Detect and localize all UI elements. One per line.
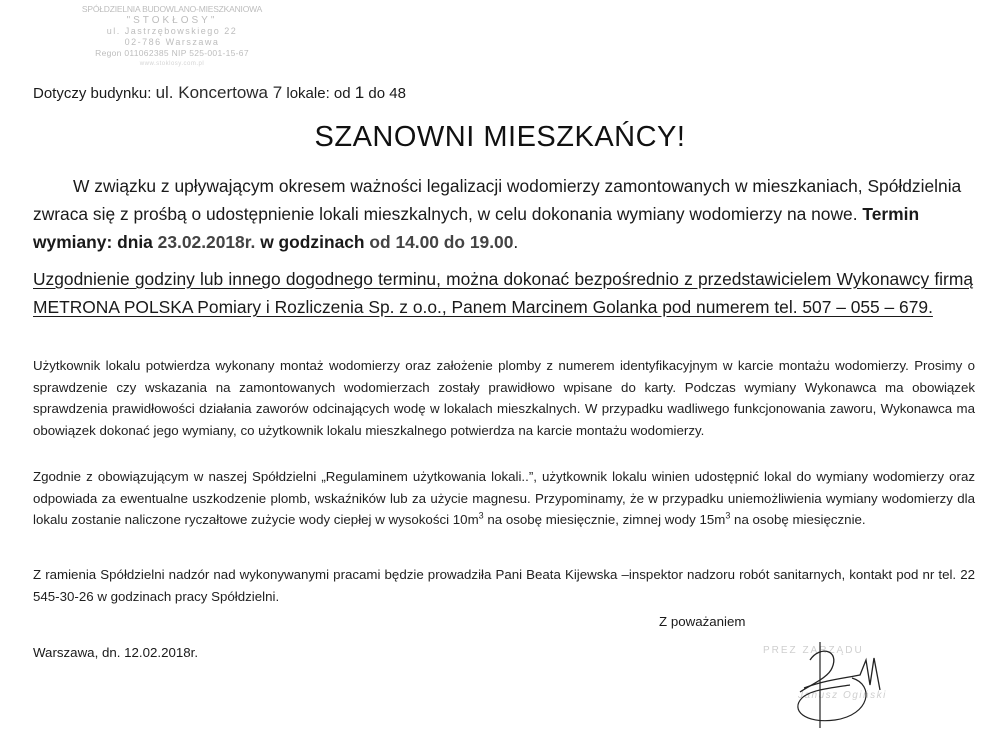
regulations-text-2: na osobę miesięcznie, zimnej wody 15m (483, 512, 726, 527)
cubic-superscript: 3 (725, 510, 731, 521)
handwritten-signature (790, 640, 900, 730)
page-title: SZANOWNI MIESZKAŃCY! (314, 121, 686, 153)
signature-stroke (798, 678, 866, 721)
intro-text: W związku z upływającym okresem ważności legalizacji wodomierzy zamontowanych w mieszkaniach, Spółdzielnia zwraca się z prośbą o udostępnienie lokali mieszkalnych, w celu dokonania wymiany wodomierzy na nowe. (33, 176, 962, 224)
units-to-label: do (364, 85, 390, 102)
building-prefix: Dotyczy budynku: (33, 85, 156, 102)
regulations-paragraph (33, 466, 975, 531)
stamp-street: ul. Jastrzębowskiego 22 (106, 26, 238, 36)
cubic-superscript: 3 (478, 510, 484, 521)
term-hours: od 14.00 do 19.00 (369, 232, 514, 252)
units-from: 1 (354, 83, 365, 102)
term-label: Termin wymiany: dnia (33, 204, 920, 252)
cooperative-header-stamp (62, 4, 282, 70)
installation-paragraph: Użytkownik lokalu potwierdza wykonany montaż wodomierzy oraz założenie plomby z numerem identyfikacyjnym w karcie montażu wodomierzy. Prosimy o sprawdzenie czy wskazania na zamontowanych wodomierzach zostały prawidłowo wpisane do karty. Podczas wymiany Wykonawca ma obowiązek sprawdzenia prawidłowości działania zaworów odcinających wodę w lokalach mieszkalnych. W przypadku wadliwego funkcjonowania zaworu, Wykonawca ma obowiązek dokonać jego wymiany, co użytkownik lokalu mieszkalnego potwierdza na karcie montażu wodomierzy. (33, 358, 975, 438)
intro-end: . (513, 232, 519, 252)
stamp-cooperative-name: SPÓŁDZIELNIA BUDOWLANO-MIESZKANIOWA (81, 4, 263, 14)
building-address: ul. Koncertowa 7 (155, 83, 283, 102)
stamp-registry-ids: Regon 011062385 NIP 525-001-15-67 (95, 48, 249, 58)
contractor-contact-paragraph: Uzgodnienie godziny lub innego dogodnego terminu, można dokonać bezpośrednio z przedstawicielem Wykonawcy firmą METRONA POLSKA Pomiary i Rozliczenia Sp. z o.o., Panem Marcinem Golanka pod numerem tel. 507 – 055 – 679. (33, 269, 973, 317)
units-to: 48 (389, 85, 406, 102)
units-label: lokale: od (282, 85, 355, 102)
stamp-city: 02-786 Warszawa (124, 37, 220, 47)
supervision-paragraph: Z ramienia Spółdzielni nadzór nad wykonywanymi pracami będzie prowadziła Pani Beata Kijewska –inspektor nadzoru robót sanitarnych, kontakt pod nr tel. 22 545-30-26 w godzinach pracy Spółdzielni. (33, 567, 975, 604)
place-and-date: Warszawa, dn. 12.02.2018r. (33, 645, 199, 660)
intro-paragraph (33, 172, 973, 256)
stamp-website: www.stoklosy.com.pl (139, 61, 205, 67)
regulations-text-1: Zgodnie z obowiązującym w naszej Spółdzielni „Regulaminem użytkowania lokali..”, użytkownik lokalu winien udostępnić lokal do wymiany wodomierzy oraz odpowiada za ewentualne uszkodzenie plomb, wskaźników lub za użycie magnesu. Przypominamy, że w przypadku uniemożliwienia wymiany wodomierzy dla lokalu zostanie naliczone ryczałtowe zużycie wody ciepłej w wysokości 10m (33, 469, 975, 527)
stamp-cooperative-short-name: "STOKŁOSY" (126, 15, 218, 26)
signature-stroke (800, 651, 834, 692)
signature-stamp-title: PREZ ZARZĄDU (763, 645, 864, 656)
building-reference (33, 83, 406, 103)
term-date: 23.02.2018r. (157, 232, 256, 252)
regulations-text-3: na osobę miesięcznie. (730, 512, 866, 527)
signature-stroke (804, 658, 880, 690)
signature-stamp-name: Janusz Ogiński (798, 690, 887, 701)
hours-label: w godzinach (255, 232, 370, 252)
closing-regards: Z poważaniem (659, 614, 746, 629)
